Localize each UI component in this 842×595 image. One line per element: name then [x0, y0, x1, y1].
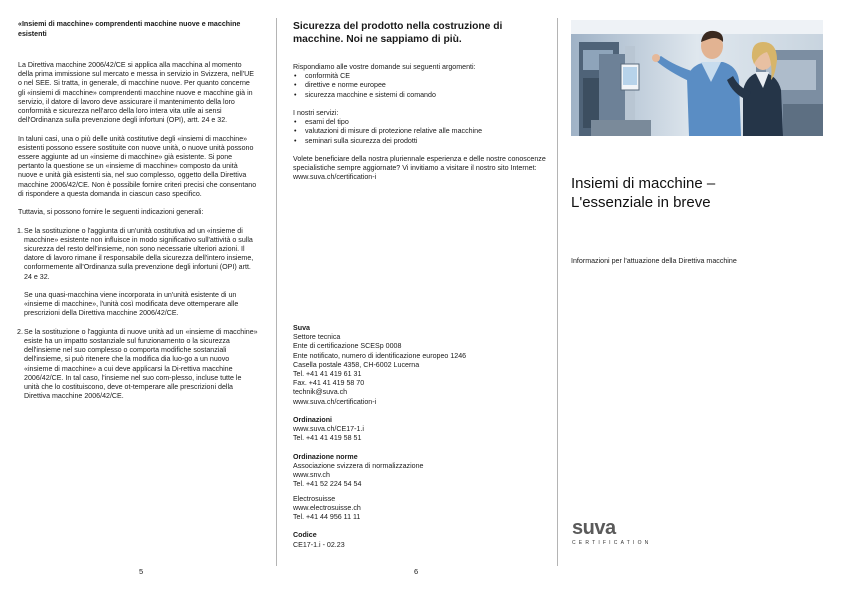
logo-subline: CERTIFICATION — [572, 540, 652, 546]
topic-item: • conformità CE — [305, 72, 551, 81]
column-divider — [557, 18, 558, 566]
topic-item: • direttive e norme europee — [305, 81, 551, 90]
left-list-item-2 — [18, 328, 258, 402]
contact-website[interactable]: www.suva.ch/certification-i — [293, 397, 377, 406]
left-list-item-1 — [18, 227, 258, 319]
service-item: • valutazioni di misure di protezione relative alle macchine — [305, 127, 551, 136]
topic-item: • sicurezza macchine e sistemi di comando — [305, 91, 551, 100]
norms-link[interactable]: www.snv.ch — [293, 471, 330, 480]
orders-link[interactable]: www.suva.ch/CE17-1.i — [293, 425, 364, 434]
contact-org: Suva — [293, 324, 310, 332]
cover-photo — [571, 20, 823, 136]
cover-title-line-1: Insiemi di macchine – — [571, 175, 716, 192]
left-paragraph-2: In taluni casi, una o più delle unità costitutive degli «insiemi di macchine» esistenti possono essere sostituite con nuove unità, o nuove unità possono essere aggiunte ad un «insieme di macchine» già esistente. Si pone pertanto la questione se un «insieme di macchine» composto da unità nuove e unità già esistenti sia, nel suo complesso, oggetto della Direttiva macchine 2006/42/CE. Non è possibile fornire criteri precisi che consentano di rispondere a questa domanda in ciascun caso specifico. — [18, 134, 257, 198]
contact-line: Ente notificato, numero di identificazione europeo 1246 — [293, 351, 467, 360]
contact-line: Casella postale 4358, CH-6002 Lucerna — [293, 360, 420, 369]
code-value: CE17-1.i - 02.23 — [293, 540, 345, 549]
contact-line: Ente di certificazione SCESp 0008 — [293, 342, 402, 351]
contact-line: Settore tecnica — [293, 333, 341, 342]
contact-email[interactable]: technik@suva.ch — [293, 388, 348, 397]
middle-body — [293, 63, 551, 183]
factory-photo-illustration — [571, 20, 823, 136]
topics-intro: Rispondiamo alle vostre domande sui seguenti argomenti: — [293, 63, 476, 71]
column-divider — [276, 18, 277, 566]
service-item: • esami del tipo — [305, 118, 551, 127]
left-paragraph-3: Tuttavia, si possono fornire le seguenti indicazioni generali: — [18, 208, 204, 217]
suva-certification-logo — [572, 518, 651, 547]
left-page — [18, 0, 258, 595]
norms-phone: Tel. +41 44 956 11 11 — [293, 513, 361, 522]
services-list — [293, 118, 551, 146]
left-body — [18, 61, 258, 401]
cover-title — [571, 174, 821, 212]
orders-phone: Tel. +41 41 419 58 51 — [293, 434, 362, 443]
list-item-extra: Se una quasi-macchina viene incorporata in un'unità esistente di un «insieme di macchine», l'unità così modificata deve ottemperare alle prescrizioni della Direttiva macchine 2006/42/CE. — [24, 291, 239, 318]
cover-title-line-2: L'essenziale in breve — [571, 194, 711, 211]
norms-link[interactable]: www.electrosuisse.ch — [293, 503, 361, 512]
middle-heading: Sicurezza del prodotto nella costruzione di macchine. Noi ne sappiamo di più. — [293, 21, 503, 45]
page-number-6: 6 — [414, 567, 419, 576]
list-number: 1. — [17, 226, 23, 235]
offer-text: Volete beneficiare della nostra pluriennale esperienza e delle nostre conoscenze specialistiche sempre aggiornate? Vi invitiamo a visitare il nostro sito Internet: — [293, 155, 546, 173]
orders-label: Ordinazioni — [293, 416, 333, 425]
left-paragraph-1: La Direttiva macchine 2006/42/CE si applica alla macchina al momento della prima immissione sul mercato e messa in servizio in Svizzera, nell'UE o nel SEE. Si tratta, in generale, di macchine nuove. Per quanto concerne gli «insiemi di macchine» comprendenti macchine nuove e macchine già in servizio, il datore di lavoro deve assicurare il mantenimento della loro conformità e sicurezza nell'arco della loro intera vita utile ai sensi dell'Ordinanza sulla prevenzione degli infortuni (OPI), artt. 24 e 32. — [18, 61, 254, 125]
website-link[interactable]: www.suva.ch/certification-i — [293, 173, 377, 182]
list-item-text: Se la sostituzione o l'aggiunta di nuove unità ad un «insieme di macchine» esiste ha un impatto sostanziale sul funzionamento o la sicurezza dell'insieme nel suo complesso o comporta modifiche sostanziali dell'insieme, si può ritenere che la modifica dia luo-go a un nuovo «insieme di macchine» a cui deve applicarsi la Di-rettiva macchine 2006/42/CE. In tal caso, l'insieme nel suo com-plesso, incluse tutte le unità che lo costituiscono, deve ot-temperare alle prescrizioni della Direttiva macchine 2006/42/CE. — [24, 327, 258, 401]
norms-line: Electrosuisse — [293, 494, 336, 503]
contact-fax: Fax. +41 41 419 58 70 — [293, 379, 365, 388]
topics-list — [293, 72, 551, 100]
service-item: • seminari sulla sicurezza dei prodotti — [305, 137, 551, 146]
middle-page — [293, 0, 551, 595]
contact-phone: Tel. +41 41 419 61 31 — [293, 370, 362, 379]
norms-label: Ordinazione norme — [293, 452, 358, 461]
cover-subtitle: Informazioni per l'attuazione della Direttiva macchine — [571, 257, 737, 265]
page-number-5: 5 — [139, 567, 144, 576]
left-list — [18, 227, 258, 402]
contact-block — [293, 324, 551, 550]
services-label: I nostri servizi: — [293, 109, 339, 117]
logo-wordmark: suva — [572, 517, 616, 539]
norms-line: Associazione svizzera di normalizzazione — [293, 462, 424, 471]
list-item-text: Se la sostituzione o l'aggiunta di un'unità costitutiva ad un «insieme di macchine» esistente non influisce in modo significativo sull'attività o sulla sicurezza del resto dell'insieme, non sono necessarie ulteriori azioni. Il datore di lavoro rimane il responsabile della sicurezza dell'intero insieme, conformemente all'Ordinanza sulla prevenzione degli infortuni (OPI) artt. 24 e 32. — [24, 226, 254, 281]
norms-phone: Tel. +41 52 224 54 54 — [293, 480, 362, 489]
cover-page — [571, 0, 827, 595]
list-number: 2. — [17, 327, 23, 336]
left-heading: «Insiemi di macchine» comprendenti macchine nuove e macchine esistenti — [18, 20, 241, 38]
code-label: Codice — [293, 531, 317, 540]
